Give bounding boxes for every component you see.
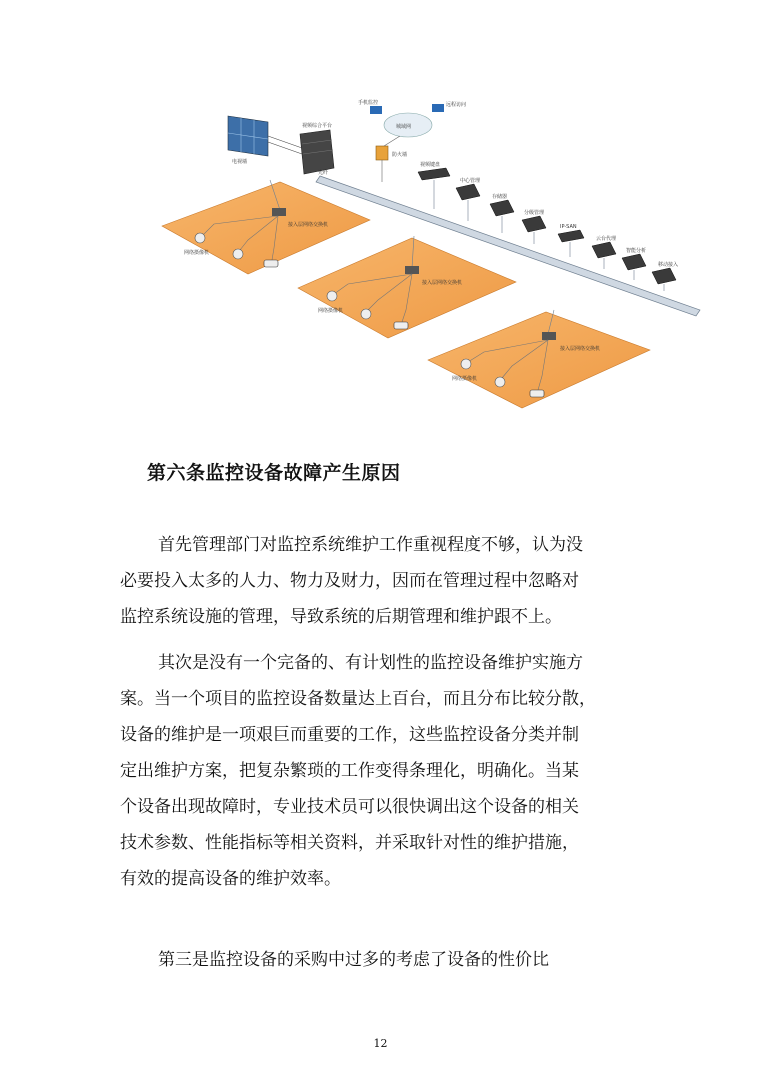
network-diagram-svg	[150, 98, 710, 428]
paragraph-3	[120, 942, 640, 978]
computer-icon	[432, 104, 444, 112]
proxy-icon	[592, 242, 616, 258]
paragraph-line: 技术参数、性能指标等相关资料，并采取针对性的维护措施，	[120, 833, 579, 853]
camera-label: 网络摄像机	[452, 376, 478, 382]
paragraph-line: 监控系统设施的管理，导致系统的后期管理和维护跟不上。	[120, 607, 562, 627]
switch-icon	[272, 208, 286, 216]
mobile-access-label: 移动接入	[658, 262, 679, 268]
network-label: 城域网	[396, 124, 412, 130]
platform-label: 视频综合平台	[302, 123, 333, 129]
laptop-icon	[370, 106, 382, 114]
tv-wall-icon	[228, 116, 268, 156]
analysis-icon	[622, 254, 646, 270]
section-heading: 第六条监控设备故障产生原因	[147, 462, 401, 484]
paragraph-2	[120, 645, 640, 897]
storage-icon	[490, 200, 514, 216]
mobile-label: 手机监控	[358, 100, 379, 106]
paragraph-line: 第三是监控设备的采购中过多的考虑了设备的性价比	[158, 950, 549, 970]
mobile-access-icon	[652, 268, 676, 284]
camera-icon	[327, 291, 337, 301]
camera-icon	[264, 260, 278, 267]
camera-icon	[495, 377, 505, 387]
tv-wall-label: 电视墙	[232, 159, 248, 165]
keyboard-icon	[418, 168, 450, 180]
ip-san-label: IP-SAN	[560, 224, 577, 230]
switch-label-3: 接入层网络交换机	[560, 346, 601, 352]
paragraph-line: 必要投入太多的人力、物力及财力，因而在管理过程中忽略对	[120, 571, 579, 591]
proxy-label: 云台代理	[596, 236, 617, 242]
switch-icon	[405, 266, 419, 274]
center-mgmt-label: 中心管理	[460, 178, 481, 184]
server-rack-icon	[300, 130, 334, 174]
paragraph-1	[120, 527, 640, 635]
firewall-icon	[376, 146, 388, 160]
keyboard-label: 视频键盘	[420, 162, 441, 168]
paragraph-line: 首先管理部门对监控系统维护工作重视程度不够，认为没	[158, 535, 583, 555]
camera-label: 网络摄像机	[184, 250, 210, 256]
camera-icon	[530, 390, 544, 397]
paragraph-line: 设备的维护是一项艰巨而重要的工作，这些监控设备分类并制	[120, 725, 579, 745]
paragraph-line: 定出维护方案，把复杂繁琐的工作变得条理化，明确化。当某	[120, 761, 579, 781]
core-label: 光纤	[318, 170, 329, 176]
floor-3	[428, 310, 650, 408]
floor-1	[162, 180, 370, 274]
paragraph-line: 案。当一个项目的监控设备数量达上百台，而且分布比较分散，	[120, 689, 596, 709]
analysis-label: 智能分析	[626, 248, 647, 254]
storage-label: 存储器	[492, 194, 508, 200]
camera-icon	[195, 233, 205, 243]
camera-icon	[361, 309, 371, 319]
paragraph-line: 其次是没有一个完备的、有计划性的监控设备维护实施方	[158, 653, 583, 673]
firewall-label: 防火墙	[392, 152, 408, 158]
camera-icon	[461, 359, 471, 369]
paragraph-line: 个设备出现故障时，专业技术员可以很快调出这个设备的相关	[120, 797, 579, 817]
page-number: 12	[373, 1037, 388, 1050]
switch-icon	[542, 332, 556, 340]
camera-icon	[394, 322, 408, 329]
server-icon	[456, 184, 480, 200]
manager-icon	[522, 216, 546, 232]
camera-icon	[233, 249, 243, 259]
switch-label-1: 接入层网络交换机	[288, 222, 329, 228]
camera-label: 网络摄像机	[318, 308, 344, 314]
dist-mgmt-label: 分级管理	[524, 210, 545, 216]
network-diagram	[150, 98, 710, 428]
remote-label: 远程访问	[446, 102, 467, 108]
floor-2	[298, 236, 516, 338]
switch-label-2: 接入层网络交换机	[422, 280, 463, 286]
ip-san-icon	[558, 230, 584, 242]
paragraph-line: 有效的提高设备的维护效率。	[120, 869, 341, 889]
